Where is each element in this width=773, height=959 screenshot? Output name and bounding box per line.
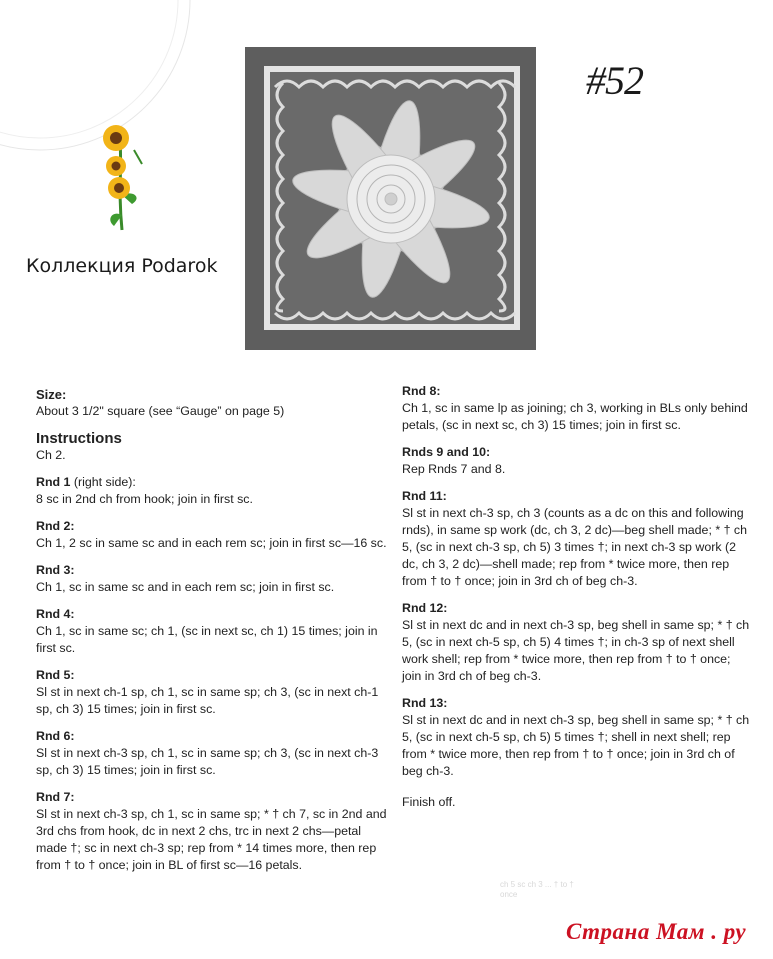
- round-text: Sl st in next ch-1 sp, ch 1, sc in same sp; ch 3, (sc in next ch-1 sp, ch 3) 15 times; join in first sc.: [36, 685, 379, 716]
- instructions-text: Ch 2.: [36, 448, 66, 462]
- right-column: [402, 383, 750, 821]
- size-text: About 3 1/2" square (see “Gauge” on page 5): [36, 404, 285, 418]
- round-text: Sl st in next ch-3 sp, ch 3 (counts as a dc on this and following rnds), in same sp work (dc, ch 3, 2 dc)—beg shell made; * † ch 5, (sc in next ch-3 sp, ch 5) 3 times †; in next ch-3 sp work (2 dc, ch 3, 2 dc)—shell made; rep from * twice more, then rep from † to † once; join in 3rd ch of beg ch-3.: [402, 506, 748, 588]
- round-block: [36, 474, 388, 508]
- round-title: Rnd 4:: [36, 607, 75, 621]
- round-text: Sl st in next dc and in next ch-3 sp, beg shell in same sp; * † ch 5, (sc in next ch-5 sp, ch 5) 4 times †; in ch-3 sp of next shell work shell; rep from * twice more, then rep from † to † once; join in 3rd ch of beg ch-3.: [402, 618, 750, 683]
- round-title: Rnd 7:: [36, 790, 75, 804]
- round-title: Rnd 5:: [36, 668, 75, 682]
- crochet-square-photo: [245, 47, 536, 350]
- round-text: Sl st in next ch-3 sp, ch 1, sc in same sp; * † ch 7, sc in 2nd and 3rd chs from hook, dc in next 2 chs, trc in next 2 chs—petal made †; sc in next ch-3 sp; rep from * 14 times more, then rep from † to † once; join in BL of first sc—16 petals.: [36, 807, 387, 872]
- site-watermark: Страна Мам . ру: [566, 919, 747, 944]
- pattern-number: #52: [586, 58, 643, 103]
- round-block: [36, 728, 388, 779]
- round-text: Sl st in next ch-3 sp, ch 1, sc in same sp; ch 3, (sc in next ch-3 sp, ch 3) 15 times; join in first sc.: [36, 746, 379, 777]
- round-block: [402, 488, 750, 590]
- round-title: Rnd 8:: [402, 384, 441, 398]
- round-text: Sl st in next dc and in next ch-3 sp, beg shell in same sp; * † ch 5, (sc in next ch-5 sp, ch 5) 5 times †; shell in next shell; rep from * twice more, then rep from † to † once; join in 3rd ch of beg ch-3.: [402, 713, 750, 778]
- round-block: [36, 562, 388, 596]
- round-text: Ch 1, sc in same sc and in each rem sc; join in first sc.: [36, 580, 335, 594]
- round-title: Rnd 2:: [36, 519, 75, 533]
- round-block: [36, 667, 388, 718]
- finish-text: Finish off.: [402, 795, 456, 809]
- round-text: (right side): 8 sc in 2nd ch from hook; join in first sc.: [36, 475, 253, 506]
- crochet-square-illustration: [245, 47, 536, 350]
- round-block: [402, 383, 750, 434]
- instructions-heading: Instructions: [36, 430, 122, 447]
- round-block: [402, 600, 750, 685]
- round-text: Ch 1, sc in same lp as joining; ch 3, working in BLs only behind petals, (sc in next sc, ch 3) 15 times; join in first sc.: [402, 401, 748, 432]
- left-column: [36, 386, 388, 884]
- round-block: [36, 789, 388, 874]
- sunflower-logo-icon: [92, 120, 152, 240]
- size-heading: Size:: [36, 387, 67, 402]
- round-text: Ch 1, sc in same sc; ch 1, (sc in next sc, ch 1) 15 times; join in first sc.: [36, 624, 378, 655]
- round-text: Ch 1, 2 sc in same sc and in each rem sc; join in first sc—16 sc.: [36, 536, 387, 550]
- round-block: [36, 606, 388, 657]
- collection-label: Коллекция Podarok: [26, 255, 218, 277]
- round-title: Rnd 11:: [402, 489, 447, 503]
- round-title: Rnd 3:: [36, 563, 75, 577]
- round-title: Rnd 1: [36, 475, 71, 489]
- round-text: Rep Rnds 7 and 8.: [402, 462, 506, 476]
- round-block: [402, 444, 750, 478]
- round-title: Rnd 13:: [402, 696, 448, 710]
- round-block: [36, 518, 388, 552]
- round-title: Rnds 9 and 10:: [402, 445, 491, 459]
- round-title: Rnd 6:: [36, 729, 75, 743]
- faint-bleed-through-text: ch 5 sc ch 3 ... † to † once: [500, 880, 574, 899]
- round-block: [402, 695, 750, 780]
- round-title: Rnd 12:: [402, 601, 448, 615]
